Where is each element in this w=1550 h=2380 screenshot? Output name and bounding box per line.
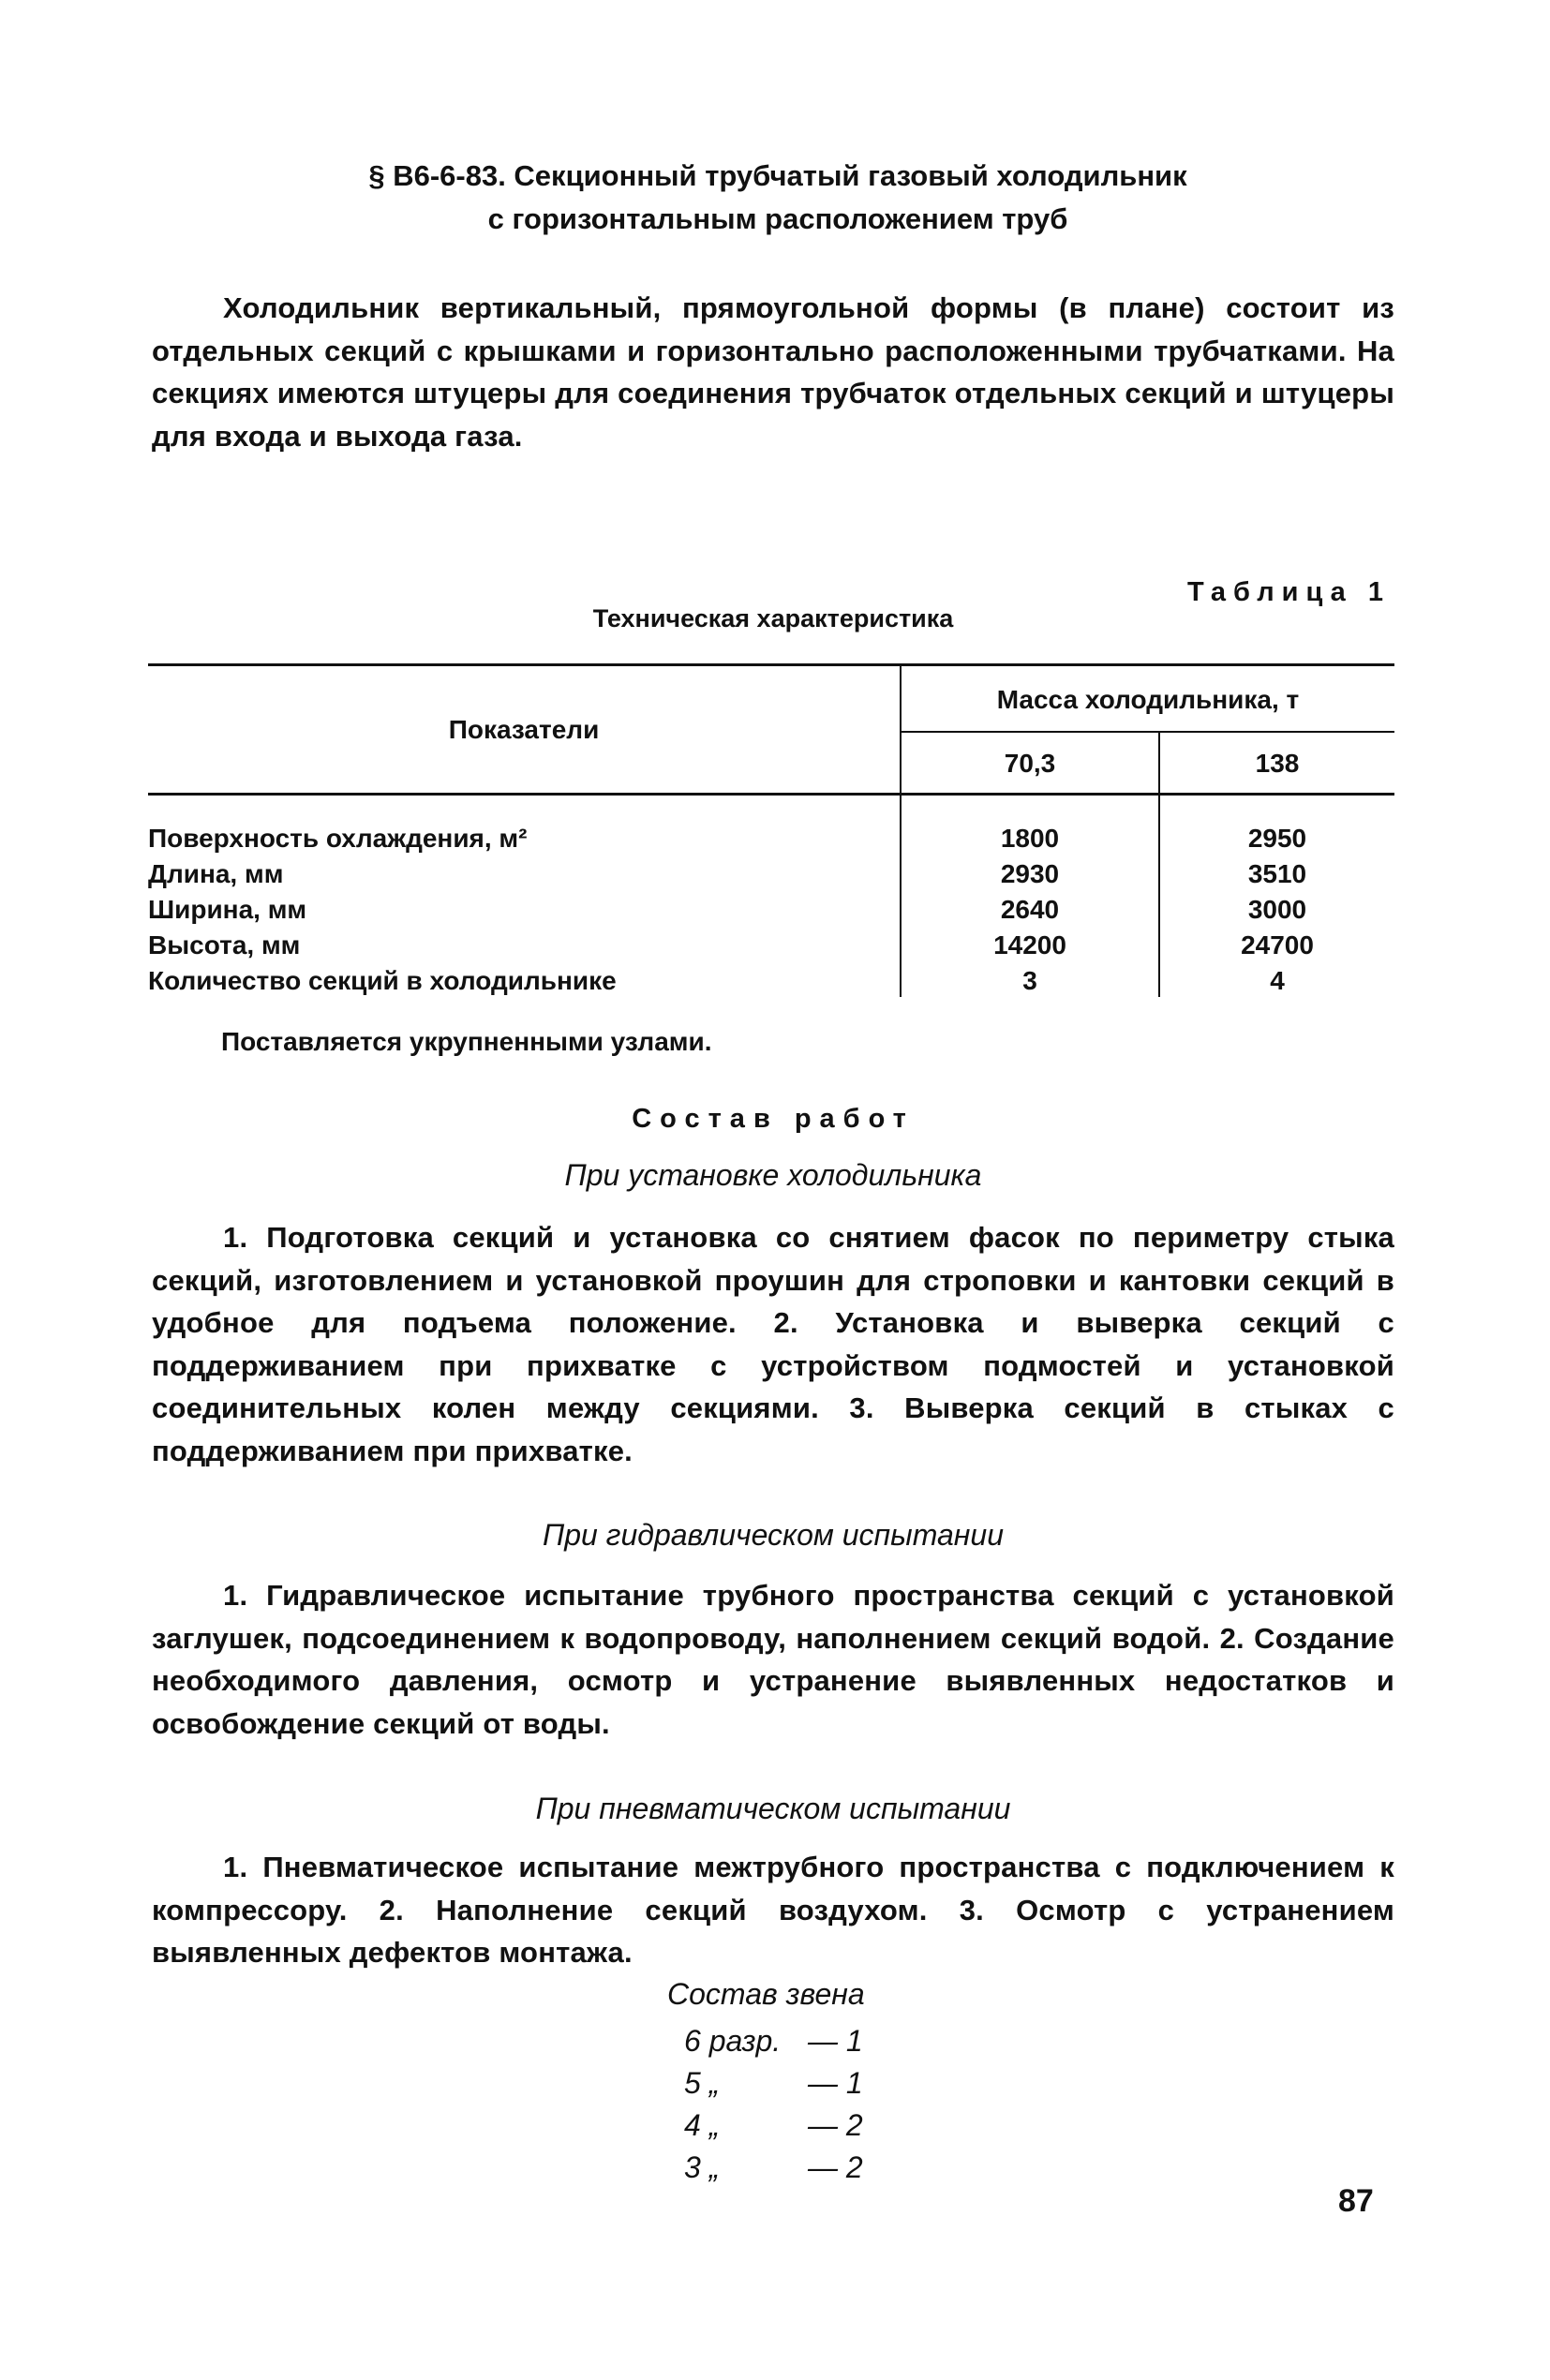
table-row-label: Количество секций в холодильнике (148, 966, 617, 995)
crew-grade: 5 „ (684, 2066, 720, 2100)
table-row-label: Длина, мм (148, 859, 284, 888)
install-text: 1. Подготовка секций и установка со снятием фасок по периметру стыка секций, изготовлением и установкой проушин для строповки и кантовки секций в удобное для подъема положение. 2. Установка и выверка секций с поддерживанием при прихватке с устройством подмостей и установкой соединительных колен между секциями. 3. Выверка секций в стыках с поддерживанием при прихватке. (152, 1221, 1394, 1467)
crew-count: — 1 (808, 2024, 863, 2058)
table-cell: 4 (1270, 966, 1285, 995)
section-title-line1: § В6-6-83. Секционный трубчатый газовый холодильник (368, 159, 1187, 192)
table-mass-rule (900, 731, 1394, 733)
table-row-label: Поверхность охлаждения, м² (148, 824, 528, 853)
pneumo-heading: При пневматическом испытании (535, 1792, 1011, 1825)
table-cell: 14200 (993, 930, 1066, 959)
table-row-label: Ширина, мм (148, 895, 307, 924)
section-title-line2: с горизонтальным расположением труб (487, 202, 1068, 235)
hydro-heading: При гидравлическом испытании (543, 1518, 1004, 1552)
crew-grade: 3 „ (684, 2150, 720, 2184)
table-number: Таблица 1 (1186, 577, 1391, 607)
table-top-rule (148, 663, 1394, 666)
table-header-bottom-rule (148, 793, 1394, 796)
table-cell: 1800 (1000, 824, 1060, 853)
table-row-label: Высота, мм (148, 930, 301, 959)
crew-count: — 2 (808, 2150, 863, 2184)
table-cell: 3000 (1247, 895, 1307, 924)
crew-grade: 6 разр. (684, 2024, 782, 2058)
install-heading: При установке холодильника (564, 1158, 982, 1192)
table-cell: 2930 (1000, 859, 1060, 888)
section-description: Холодильник вертикальный, прямоугольной формы (в плане) состоит из отдельных секций с крышками и горизонтально расположенными трубчатками. На секциях имеются штуцеры для соединения трубчаток отдельных секций и штуцеры для входа и выхода газа. (152, 291, 1394, 453)
table-header-mass: Масса холодильника, т (996, 685, 1300, 714)
crew-count: — 2 (808, 2108, 863, 2142)
table-cell: 3 (1022, 966, 1037, 995)
table-note: Поставляется укрупненными узлами. (221, 1027, 712, 1056)
table-cell: 2640 (1000, 895, 1060, 924)
pneumo-text: 1. Пневматическое испытание межтрубного пространства с подключением к компрессору. 2. Наполнение секций воздухом. 3. Осмотр с устранением выявленных дефектов монтажа. (152, 1851, 1394, 1969)
table-header-mass-1: 70,3 (1004, 749, 1056, 778)
crew-grade: 4 „ (684, 2108, 720, 2142)
page-number: 87 (1338, 2183, 1374, 2219)
table-cell: 3510 (1247, 859, 1307, 888)
crew-title: Состав звена (667, 1977, 865, 2011)
work-title: Состав работ (632, 1104, 915, 1134)
hydro-text: 1. Гидравлическое испытание трубного пространства секций с установкой заглушек, подсоединением к водопроводу, наполнением секций водой. 2. Создание необходимого давления, осмотр и устранение выявленных недостатков и освобождение секций от воды. (152, 1579, 1394, 1740)
crew-count: — 1 (808, 2066, 863, 2100)
table-caption: Техническая характеристика (592, 604, 954, 632)
table-header-mass-2: 138 (1255, 749, 1300, 778)
table-cell: 2950 (1247, 824, 1307, 853)
table-cell: 24700 (1241, 930, 1314, 959)
table-header-indicators: Показатели (448, 715, 600, 744)
